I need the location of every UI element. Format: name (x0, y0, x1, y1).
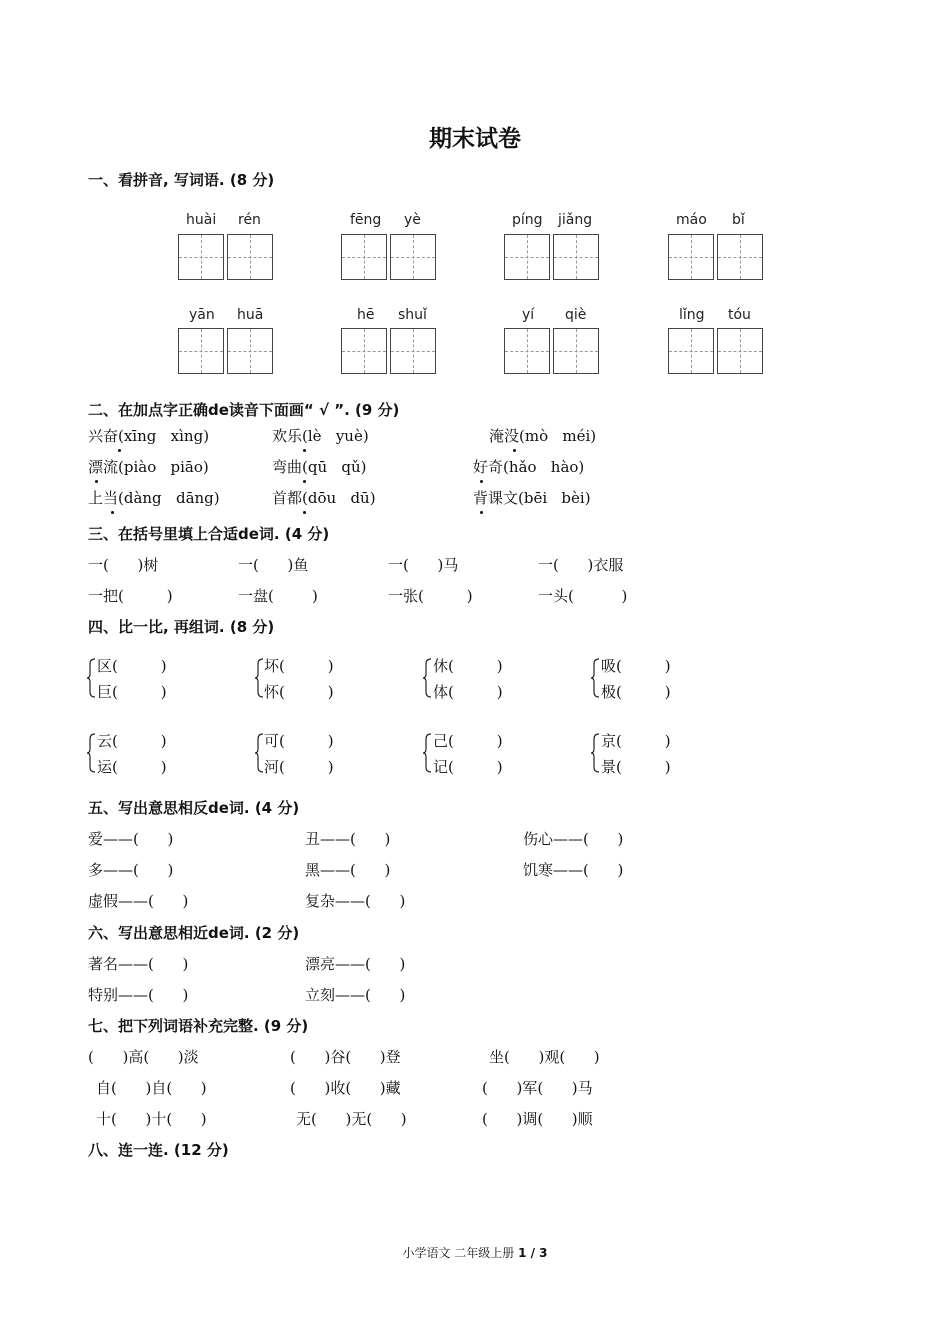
brace-icon (254, 733, 264, 773)
compare-item: 己( ) (433, 732, 503, 750)
writing-grid[interactable] (341, 328, 387, 374)
idiom-item: ( )高( )淡 (88, 1048, 199, 1066)
emphasis-dot (118, 449, 121, 452)
writing-grid[interactable] (341, 234, 387, 280)
pinyin: tóu (728, 307, 751, 323)
reading-item: 首都(dōu dū) (272, 489, 376, 507)
synonym-item: 立刻——( ) (305, 986, 406, 1004)
writing-grid[interactable] (178, 234, 224, 280)
section-2-heading: 二、在加点字正确de读音下面画“ √ ”. (9 分) (88, 401, 400, 419)
reading-item: 好奇(hǎo hào) (473, 458, 585, 476)
brace-icon (86, 658, 96, 698)
brace-icon (254, 658, 264, 698)
idiom-item: ( )收( )藏 (290, 1079, 401, 1097)
compare-item: 京( ) (601, 732, 671, 750)
emphasis-dot (111, 511, 114, 514)
compare-item: 体( ) (433, 683, 503, 701)
section-3-heading: 三、在括号里填上合适de词. (4 分) (88, 525, 330, 543)
pinyin: huā (237, 307, 264, 323)
synonym-item: 特别——( ) (88, 986, 189, 1004)
compare-item: 巨( ) (97, 683, 167, 701)
fill-item: 一( )树 (88, 556, 159, 574)
emphasis-dot (95, 480, 98, 483)
antonym-item: 多——( ) (88, 861, 174, 879)
compare-item: 怀( ) (264, 683, 334, 701)
fill-item: 一( )马 (388, 556, 459, 574)
brace-icon (590, 658, 600, 698)
pinyin: yí (522, 307, 535, 323)
emphasis-dot (303, 449, 306, 452)
idiom-item: 自( )自( ) (96, 1079, 207, 1097)
reading-item: 背课文(bēi bèi) (473, 489, 591, 507)
compare-item: 可( ) (264, 732, 334, 750)
pinyin: jiǎng (558, 212, 593, 228)
compare-item: 休( ) (433, 657, 503, 675)
fill-item: 一( )衣服 (538, 556, 624, 574)
fill-item: 一( )鱼 (238, 556, 309, 574)
writing-grid[interactable] (717, 328, 763, 374)
idiom-item: 十( )十( ) (96, 1110, 207, 1128)
pinyin: píng (512, 212, 543, 228)
writing-grid[interactable] (390, 328, 436, 374)
compare-item: 运( ) (97, 758, 167, 776)
idiom-item: ( )谷( )登 (290, 1048, 401, 1066)
compare-item: 云( ) (97, 732, 167, 750)
emphasis-dot (303, 480, 306, 483)
footer-text: 小学语文 二年级上册 (402, 1246, 519, 1260)
section-1-heading: 一、看拼音, 写词语. (8 分) (88, 171, 275, 189)
pinyin: hē (357, 307, 375, 323)
page-title: 期末试卷 (429, 126, 521, 152)
pinyin: bǐ (732, 212, 745, 228)
page-footer (0, 1247, 950, 1259)
synonym-item: 著名——( ) (88, 955, 189, 973)
reading-item: 兴奋(xīng xìng) (88, 427, 210, 445)
emphasis-dot (513, 449, 516, 452)
writing-grid[interactable] (717, 234, 763, 280)
idiom-item: ( )军( )马 (482, 1079, 593, 1097)
brace-icon (590, 733, 600, 773)
section-4-heading: 四、比一比, 再组词. (8 分) (88, 618, 275, 636)
pinyin: fēng (350, 212, 382, 228)
antonym-item: 丑——( ) (305, 830, 391, 848)
idiom-item: ( )调( )顺 (482, 1110, 593, 1128)
section-5-heading: 五、写出意思相反de词. (4 分) (88, 799, 300, 817)
antonym-item: 伤心——( ) (523, 830, 624, 848)
reading-item: 上当(dàng dāng) (88, 489, 220, 507)
emphasis-dot (303, 511, 306, 514)
writing-grid[interactable] (227, 328, 273, 374)
idiom-item: 无( )无( ) (296, 1110, 407, 1128)
writing-grid[interactable] (504, 328, 550, 374)
pinyin: lǐng (679, 307, 705, 323)
brace-icon (422, 733, 432, 773)
antonym-item: 饥寒——( ) (523, 861, 624, 879)
reading-item: 淹没(mò méi) (489, 427, 597, 445)
compare-item: 河( ) (264, 758, 334, 776)
antonym-item: 复杂——( ) (305, 892, 406, 910)
compare-item: 吸( ) (601, 657, 671, 675)
pinyin: huài (186, 212, 217, 228)
section-7-heading: 七、把下列词语补充完整. (9 分) (88, 1017, 309, 1035)
antonym-item: 爱——( ) (88, 830, 174, 848)
brace-icon (422, 658, 432, 698)
pinyin: yān (189, 307, 215, 323)
writing-grid[interactable] (390, 234, 436, 280)
idiom-item: 坐( )观( ) (489, 1048, 600, 1066)
compare-item: 坏( ) (264, 657, 334, 675)
synonym-item: 漂亮——( ) (305, 955, 406, 973)
emphasis-dot (480, 511, 483, 514)
writing-grid[interactable] (178, 328, 224, 374)
compare-item: 区( ) (97, 657, 167, 675)
writing-grid[interactable] (668, 328, 714, 374)
pinyin: shuǐ (398, 307, 427, 323)
fill-item: 一把( ) (88, 587, 173, 605)
reading-item: 弯曲(qū qǔ) (272, 458, 367, 476)
fill-item: 一张( ) (388, 587, 473, 605)
emphasis-dot (480, 480, 483, 483)
section-6-heading: 六、写出意思相近de词. (2 分) (88, 924, 300, 942)
writing-grid[interactable] (227, 234, 273, 280)
brace-icon (86, 733, 96, 773)
antonym-item: 黑——( ) (305, 861, 391, 879)
writing-grid[interactable] (553, 234, 599, 280)
page-number: 1 / 3 (518, 1246, 548, 1260)
writing-grid[interactable] (553, 328, 599, 374)
writing-grid[interactable] (504, 234, 550, 280)
compare-item: 极( ) (601, 683, 671, 701)
pinyin: máo (676, 212, 707, 228)
writing-grid[interactable] (668, 234, 714, 280)
section-8-heading: 八、连一连. (12 分) (88, 1141, 229, 1159)
reading-item: 漂流(piào piāo) (88, 458, 209, 476)
pinyin: yè (404, 212, 421, 228)
antonym-item: 虚假——( ) (88, 892, 189, 910)
pinyin: qiè (565, 307, 587, 323)
compare-item: 景( ) (601, 758, 671, 776)
fill-item: 一盘( ) (238, 587, 318, 605)
fill-item: 一头( ) (538, 587, 628, 605)
pinyin: rén (238, 212, 261, 228)
compare-item: 记( ) (433, 758, 503, 776)
reading-item: 欢乐(lè yuè) (272, 427, 369, 445)
